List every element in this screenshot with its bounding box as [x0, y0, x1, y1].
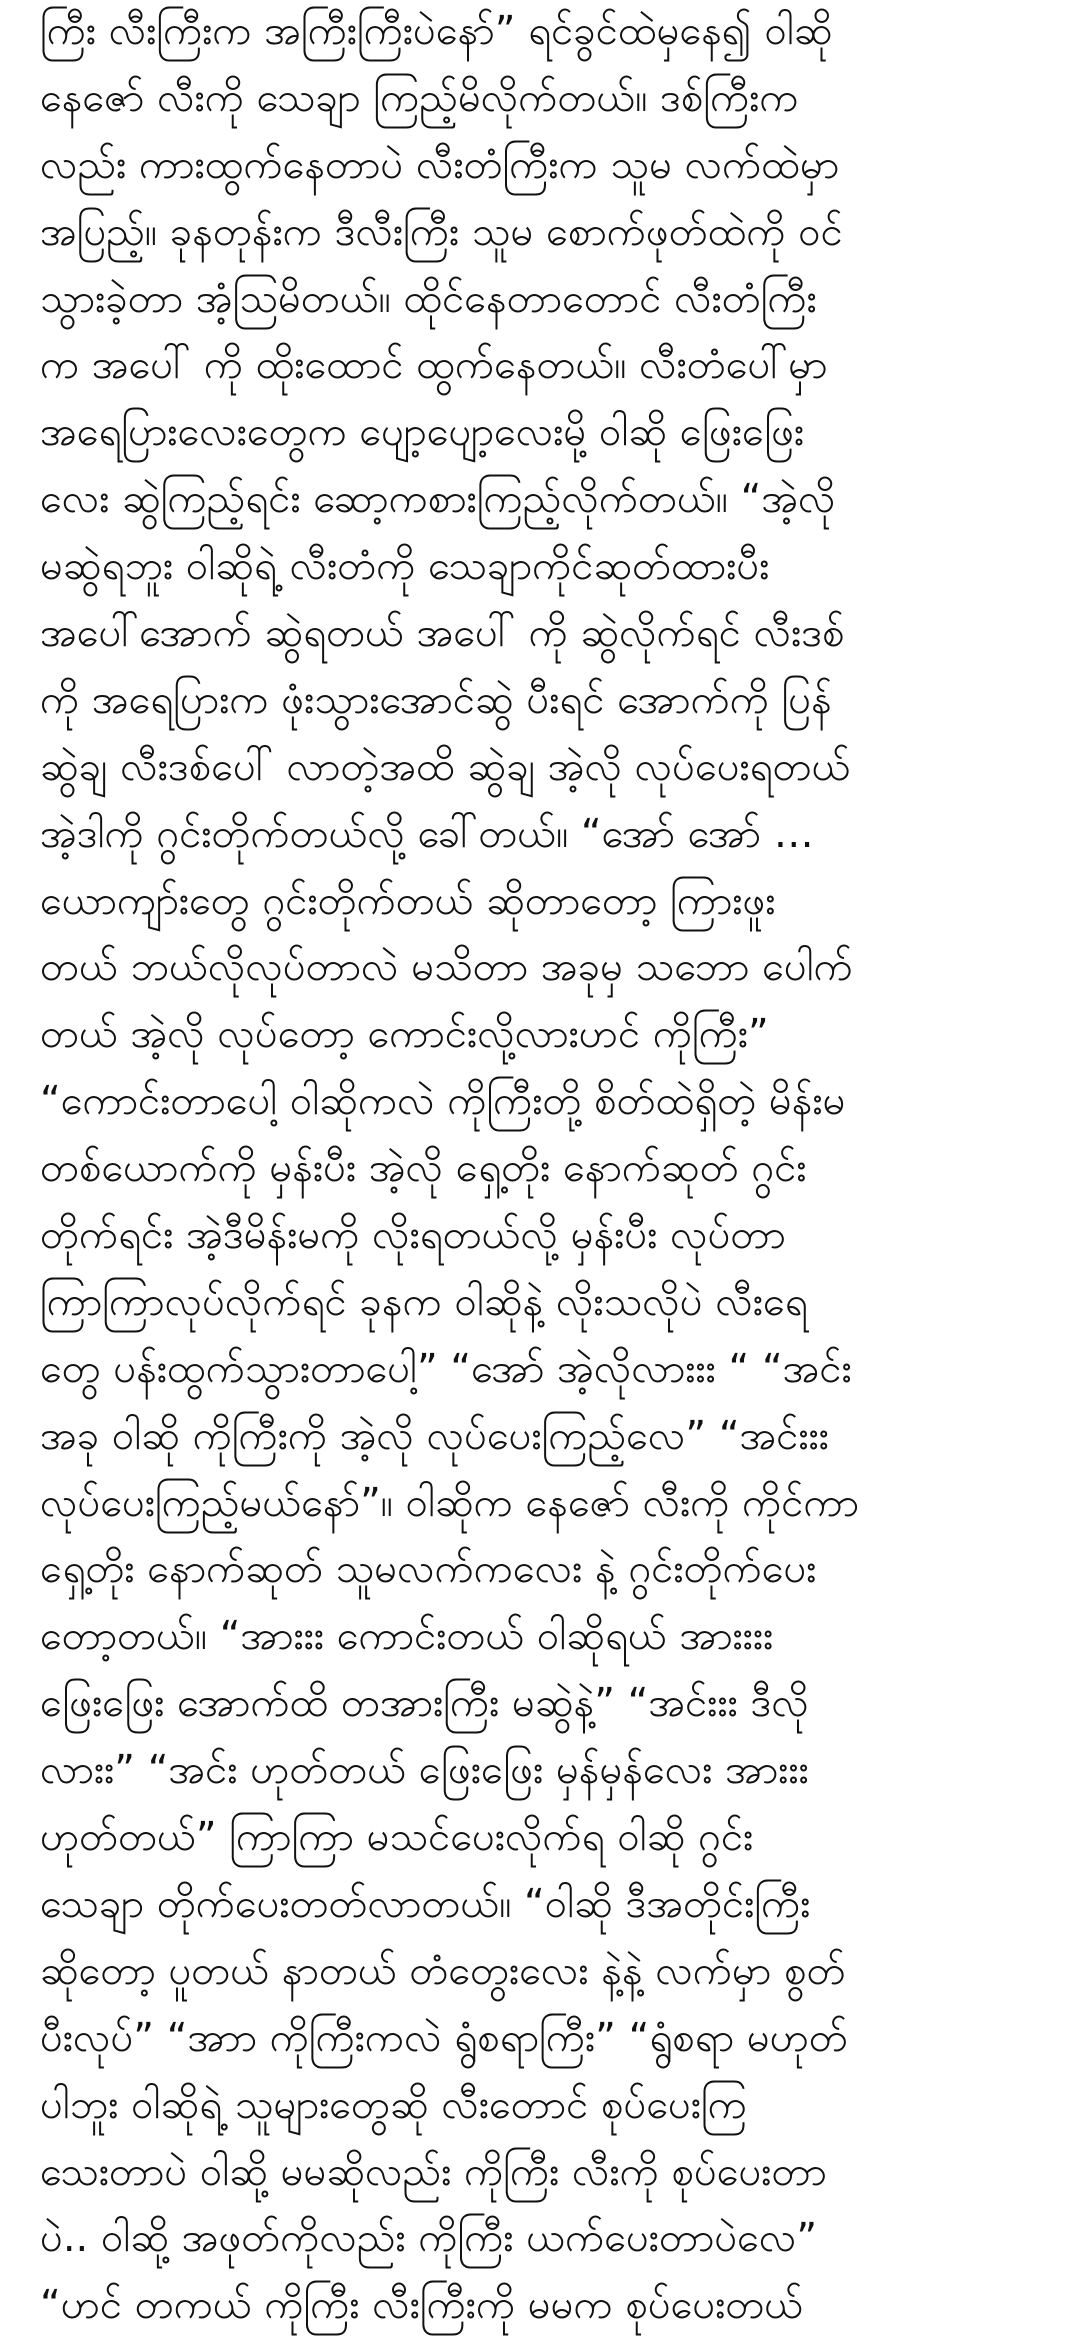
- text-line: အပေါ်အောက် ဆွဲရတယ် အပေါ် ကို ဆွဲလိုက်ရင် လီးဒစ်: [40, 610, 845, 657]
- text-line: နေဇော် လီးကို သေချာ ကြည့်မိလိုက်တယ်။ ဒစ်ကြီးက: [40, 74, 799, 121]
- text-line: ပီးလုပ်” “အာာ ကိုကြီးကလဲ ရွံစရာကြီး” “ရွံစရာ မဟုတ်: [40, 2014, 848, 2061]
- text-line: လားး” “အင်း ဟုတ်တယ် ဖြေးဖြေး မှန်မှန်လေး အားးး: [40, 1747, 809, 1794]
- text-line: တော့တယ်။ “အားးး ကောင်းတယ် ဝါဆိုရယ် အားးးး: [40, 1613, 774, 1660]
- text-line: သေးတာပဲ ဝါဆို့ မမဆိုလည်း ကိုကြီး လီးကို စုပ်ပေးတာ: [40, 2148, 827, 2195]
- text-line: တယ် အဲ့လို လုပ်တော့ ကောင်းလို့လားဟင် ကိုကြီး”: [40, 1011, 769, 1058]
- text-line: ဟုတ်တယ်” ကြာကြာ မသင်ပေးလိုက်ရ ဝါဆို ဂွင်း: [40, 1814, 754, 1861]
- text-line: ဆိုတော့ ပူတယ် နာတယ် တံတွေးလေး နဲ့နဲ့ လက်မှာ စွတ်: [40, 1947, 846, 1994]
- text-line: ကြီး လီးကြီးက အကြီးကြီးပဲနော်” ရင်ခွင်ထဲမှနေ၍ ဝါဆို: [40, 8, 833, 54]
- text-line: တစ်ယောက်ကို မှန်းပီး အဲ့လို ရှေ့တိုး နောက်ဆုတ် ဂွင်း: [40, 1145, 807, 1192]
- text-line: မဆွဲရဘူး ဝါဆိုရဲ့ လီးတံကို သေချာကိုင်ဆုတ်ထားပီး: [40, 543, 770, 590]
- text-line: အဲ့ဒါကို ဂွင်းတိုက်တယ်လို့ ခေါ်တယ်။ “အော် အော် …: [40, 810, 814, 857]
- text-line: သွားခဲ့တာ အံ့သြမိတယ်။ ထိုင်နေတာတောင် လီးတံကြီး: [40, 275, 817, 322]
- text-line: က အပေါ် ကို ထိုးထောင် ထွက်နေတယ်။ လီးတံပေါ်မှာ: [40, 342, 828, 389]
- text-line: ကြာကြာလုပ်လိုက်ရင် ခုနက ဝါဆိုနဲ့ လိုးသလိုပဲ လီးရေ: [40, 1278, 808, 1325]
- text-line: အပြည့်။ ခုနတုန်းက ဒီလီးကြီး သူမ စောက်ဖုတ်ထဲကို ဝင်: [40, 208, 843, 255]
- text-line: လည်း ကားထွက်နေတာပဲ လီးတံကြီးက သူမ လက်ထဲမှာ: [40, 141, 840, 188]
- text-line: ဆွဲချ လီးဒစ်ပေါ် လာတဲ့အထိ ဆွဲချ အဲ့လို လုပ်ပေးရတယ်: [40, 743, 851, 790]
- text-line: အခု ဝါဆို ကိုကြီးကို အဲ့လို လုပ်ပေးကြည့်လေ” “အင်းးး: [40, 1412, 829, 1459]
- text-line: ကို အရေပြားက ဖုံးသွားအောင်ဆွဲ ပီးရင် အောက်ကို ပြန်: [40, 676, 832, 723]
- text-line: အရေပြားလေးတွေက ပျော့ပျော့လေးမို့ ဝါဆို ဖြေးဖြေး: [40, 409, 805, 456]
- text-line: ပဲ.. ဝါဆို့ အဖုတ်ကိုလည်း ကိုကြီး ယက်ပေးတာပဲလေ”: [40, 2215, 818, 2262]
- text-line: သေချာ တိုက်ပေးတတ်လာတယ်။ “ဝါဆို ဒီအတိုင်းကြီး: [40, 1880, 811, 1927]
- text-line: လုပ်ပေးကြည့်မယ်နော်”။ ဝါဆိုက နေဇော် လီးကို ကိုင်ကာ: [40, 1479, 860, 1526]
- text-line: တယ် ဘယ်လိုလုပ်တာလဲ မသိတာ အခုမှ သဘော ပေါက်: [40, 944, 853, 991]
- text-line: ပါဘူး ဝါဆိုရဲ့ သူများတွေဆို လီးတောင် စုပ်ပေးကြ: [40, 2081, 747, 2128]
- text-line: ရှေ့တိုး နောက်ဆုတ် သူမလက်ကလေး နဲ့ ဂွင်းတိုက်ပေး: [40, 1546, 817, 1593]
- text-line: လေး ဆွဲကြည့်ရင်း ဆော့ကစားကြည့်လိုက်တယ်။ “အဲ့လို: [40, 476, 836, 523]
- text-line: တိုက်ရင်း အဲ့ဒီမိန်းမကို လိုးရတယ်လို့ မှန်းပီး လုပ်တာ: [40, 1212, 786, 1259]
- text-line: တွေ ပန်းထွက်သွားတာပေါ့” “အော် အဲ့လိုလားးး “ “အင်း: [40, 1345, 852, 1392]
- text-line: ယောကျာ်းတွေ ဂွင်းတိုက်တယ် ဆိုတာတော့ ကြားဖူး: [40, 877, 776, 924]
- text-line: “ဟင် တကယ် ကိုကြီး လီးကြီးကို မမက စုပ်ပေးတယ်: [40, 2282, 804, 2329]
- text-line: “ကောင်းတာပေါ့ ဝါဆိုကလဲ ကိုကြီးတို့ စိတ်ထဲရှိတဲ့ မိန်းမ: [40, 1078, 846, 1125]
- text-line: ဖြေးဖြေး အောက်ထိ တအားကြီး မဆွဲနဲ့” “အင်းးး ဒီလို: [40, 1680, 809, 1727]
